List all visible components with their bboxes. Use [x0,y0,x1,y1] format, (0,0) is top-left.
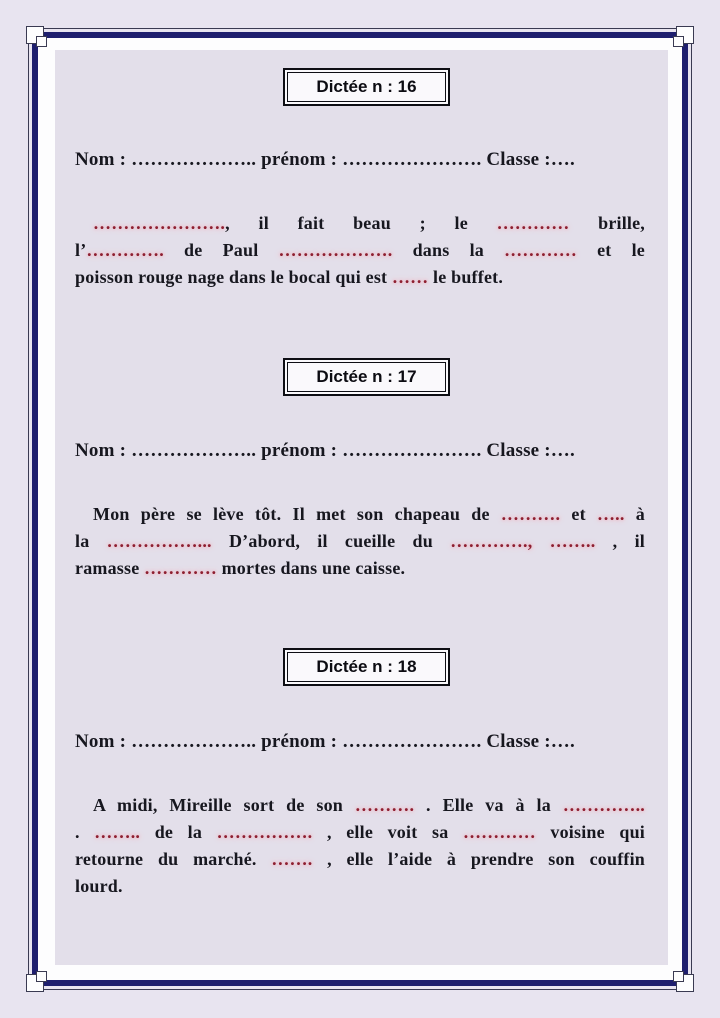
blank-dotted-field: …….. [549,531,596,551]
text-run: mortes dans une caisse. [216,558,406,578]
text-run: , il fait beau ; le [225,213,497,233]
dictee-17-title-box [283,358,450,396]
text-run: lourd. [75,876,123,896]
blank-dotted-field: ………. [354,795,415,815]
name-class-line-17: Nom : ……………….. prénom : …………………. Classe :…. [75,440,575,461]
paragraph-line [75,846,645,873]
paragraph-line [75,819,645,846]
dictee-18-title: Dictée n : 18 [316,657,417,676]
text-run: A midi, Mireille sort de son [93,795,355,815]
dictee-16-title: Dictée n : 16 [316,77,417,96]
text-run: , elle voit sa [312,822,463,842]
dictee-16-title-box [283,68,450,106]
content-panel [55,50,668,965]
dictee-17-paragraph [75,501,645,582]
text-run: , elle l’aide à prendre son couffin [312,849,645,869]
blank-dotted-field: ………………. [278,240,393,260]
blank-dotted-field: …………., [450,531,533,551]
text-run: . Elle va à la [414,795,563,815]
blank-dotted-field: ….. [596,504,625,524]
corner-ornament [673,36,684,47]
text-run: le buffet. [428,267,504,287]
blank-dotted-field: ………… [496,213,570,233]
text-run: voisine qui [535,822,645,842]
blank-dotted-field: ……………... [106,531,212,551]
text-run: de Paul [163,240,279,260]
paragraph-line [75,555,645,582]
text-run: poisson rouge nage dans le bocal qui est [75,267,392,287]
text-run: ramasse [75,558,145,578]
paragraph-line [75,237,645,264]
paragraph-line [75,210,645,237]
blank-dotted-field: …… [391,267,429,287]
text-run: de la [140,822,217,842]
paragraph-line [75,501,645,528]
dictee-18-title-box [283,648,450,686]
text-run: retourne du marché. [75,849,272,869]
blank-dotted-field: …….. [94,822,141,842]
text-run: et le [576,240,645,260]
blank-dotted-field: ……. [271,849,313,869]
corner-ornament [673,971,684,982]
corner-ornament [36,971,47,982]
text-run: , il [595,531,646,551]
blank-dotted-field: ……………. [216,822,313,842]
paragraph-line [75,873,645,900]
paragraph-line [75,264,645,291]
name-class-line-18: Nom : ……………….. prénom : …………………. Classe :…. [75,731,575,752]
text-run: brille, [569,213,645,233]
blank-dotted-field: ………… [144,558,217,578]
text-run: la [75,531,107,551]
blank-dotted-field: ………… [504,240,577,260]
text-run: l’ [75,240,87,260]
text-run: . [75,822,95,842]
blank-dotted-field: …………. [86,240,164,260]
paragraph-line [75,528,645,555]
dictee-16-title-inner-border [287,72,446,102]
text-run: Mon père se lève tôt. Il met son chapeau de [93,504,501,524]
text-run: D’abord, il cueille du [211,531,451,551]
blank-dotted-field: ………. [500,504,561,524]
dictee-16-paragraph [75,210,645,291]
text-run: et [560,504,597,524]
name-class-line-16: Nom : ……………….. prénom : …………………. Classe :…. [75,149,575,170]
dictee-17-title-inner-border [287,362,446,392]
text-run: à [624,504,645,524]
text-run: dans la [392,240,505,260]
dictee-18-title-inner-border [287,652,446,682]
dictee-17-title: Dictée n : 17 [316,367,417,386]
blank-dotted-field: ………… [462,822,536,842]
blank-dotted-field: ………….. [562,795,646,815]
paragraph-line [75,792,645,819]
dictee-18-paragraph [75,792,645,900]
text-run [532,531,549,551]
blank-dotted-field: …………………. [93,213,226,233]
corner-ornament [36,36,47,47]
